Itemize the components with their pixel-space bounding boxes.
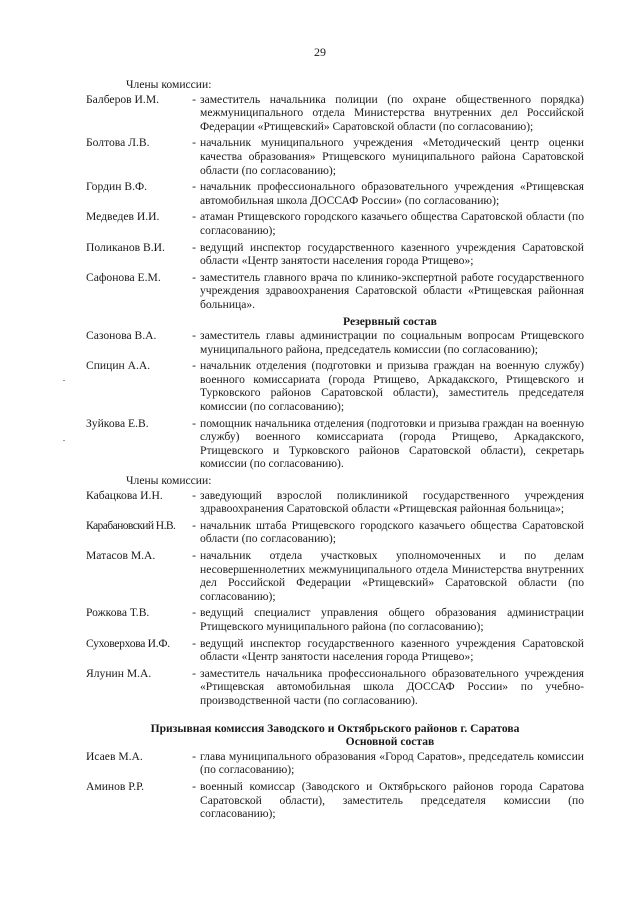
member-position: заведующий взрослой поликлиникой государственного учреждения здравоохранения Саратовской области «Ртищевская районная больница»; (200, 488, 584, 516)
members-label: Члены комиссии: (126, 78, 212, 91)
dash: - (192, 270, 196, 284)
member-entry (86, 271, 584, 312)
member-entry (86, 667, 584, 708)
member-position: помощник начальника отделения (подготовки и призыва граждан на военную службу) военного комиссариата (города Ртищево, Аркадакского, Ртищевского и Турковского районов Саратовской области), секретарь комиссии (по согласованию). (200, 416, 584, 471)
member-entry (86, 750, 584, 777)
member-name: Карабановский Н.В. (86, 518, 176, 532)
scan-speck (63, 440, 65, 441)
members-label: Члены комиссии: (126, 474, 212, 488)
dash: - (192, 666, 196, 680)
member-position: начальник профессионального образовательного учреждения «Ртищевская автомобильная школа ДОССАФ России» (по согласованию); (200, 180, 584, 207)
member-position: глава муниципального образования «Город Саратов», председатель комиссии (по согласованию); (200, 749, 584, 777)
member-position: ведущий инспектор государственного казенного учреждения Саратовской области «Центр занятости населения города Ртищево»; (200, 636, 584, 664)
dash: - (192, 416, 196, 430)
member-name: Болтова Л.В. (86, 136, 150, 150)
dash: - (192, 518, 196, 532)
reserve-heading: Резервный состав (343, 314, 437, 328)
member-name: Сазонова В.А. (86, 329, 157, 343)
member-name: Кабацкова И.Н. (86, 488, 163, 502)
member-entry (86, 180, 584, 207)
member-position: заместитель главы администрации по социальным вопросам Ртищевского муниципального района, председатель комиссии (по согласованию); (200, 329, 584, 356)
member-entry (86, 93, 584, 134)
member-position: начальник муниципального учреждения «Методический центр оценки качества образования» Ртищевского муниципального района Саратовской области (по согласованию); (200, 136, 584, 177)
members-list (86, 93, 584, 312)
commission-title: Призывная комиссия Заводского и Октябрьского районов г. Саратова (150, 721, 520, 735)
members-list (86, 489, 584, 708)
dash: - (192, 136, 196, 150)
member-entry (86, 241, 584, 268)
document-body (86, 78, 584, 824)
member-name: Спицин А.А. (86, 359, 151, 373)
dash: - (192, 359, 196, 373)
member-position: атаман Ртищевского городского казачьего общества Саратовской области (по согласованию); (200, 210, 584, 237)
member-position: военный комиссар (Заводского и Октябрьского районов города Саратова Саратовской области), заместитель председателя комиссии (по согласованию); (200, 779, 584, 821)
member-position: ведущий инспектор государственного казенного учреждения Саратовской области «Центр занятости населения города Ртищево»; (200, 240, 584, 268)
member-entry (86, 489, 584, 516)
dash: - (192, 210, 196, 224)
dash: - (192, 488, 196, 502)
member-entry (86, 210, 584, 237)
member-name: Поликанов В.И. (86, 240, 165, 254)
member-position: начальник отделения (подготовки и призыва граждан на военную службу) военного комиссариата (города Ртищево, Аркадакского, Ртищевского и Турковского районов Саратовской области), заместитель председателя комиссии (по согласованию); (200, 359, 584, 414)
reserve-list (86, 329, 584, 471)
member-position: начальник штаба Ртищевского городского казачьего общества Саратовской области (по согласованию); (200, 518, 584, 546)
member-position: заместитель главного врача по клинико-экспертной работе государственного учреждения здравоохранения Саратовской области «Ртищевская районная больница». (200, 270, 584, 311)
main-list (86, 750, 584, 821)
dash: - (192, 180, 196, 194)
member-entry (86, 136, 584, 177)
member-name: Медведев И.И. (86, 210, 160, 224)
member-name: Исаев М.А. (86, 749, 143, 763)
member-name: Балберов И.М. (86, 92, 160, 106)
member-name: Аминов Р.Р. (86, 779, 145, 793)
dash: - (192, 749, 196, 763)
member-name: Сафонова Е.М. (86, 270, 161, 284)
member-entry (86, 519, 584, 546)
member-entry (86, 780, 584, 821)
member-position: заместитель начальника полиции (по охране общественного порядка) межмуниципального отдела Министерства внутренних дел Российской Федерации «Ртищевский» Саратовской области (по согласованию); (200, 92, 584, 133)
member-entry (86, 637, 584, 664)
dash: - (192, 636, 196, 650)
member-entry (86, 417, 584, 471)
member-name: Суховерхова И.Ф. (86, 636, 170, 650)
dash: - (192, 240, 196, 254)
member-position: заместитель начальника профессионального образовательного учреждения «Ртищевская автомобильная школа ДОССАФ России» по учебно-производственной части (по согласованию). (200, 666, 584, 707)
member-name: Гордин В.Ф. (86, 180, 148, 194)
member-entry (86, 606, 584, 633)
member-name: Ялунин М.А. (86, 666, 152, 680)
member-entry (86, 359, 584, 413)
main-heading: Основной состав (345, 735, 435, 749)
dash: - (192, 92, 196, 106)
dash: - (192, 779, 196, 793)
member-entry (86, 329, 584, 356)
dash: - (192, 329, 196, 343)
dash: - (192, 606, 196, 620)
member-name: Рожкова Т.В. (86, 606, 150, 620)
member-name: Матасов М.А. (86, 549, 156, 562)
member-position: начальник отдела участковых уполномоченных и по делам несовершеннолетних межмуниципального отдела Министерства внутренних дел Российской Федерации «Ртищевский» Саратовской области (по согласованию); (200, 549, 584, 603)
dash: - (192, 549, 196, 562)
member-name: Зуйкова Е.В. (86, 416, 149, 430)
page-number: 29 (314, 45, 326, 59)
member-position: ведущий специалист управления общего образования администрации Ртищевского муниципального района (по согласованию); (200, 606, 584, 633)
scan-speck (63, 380, 65, 381)
member-entry (86, 549, 584, 603)
